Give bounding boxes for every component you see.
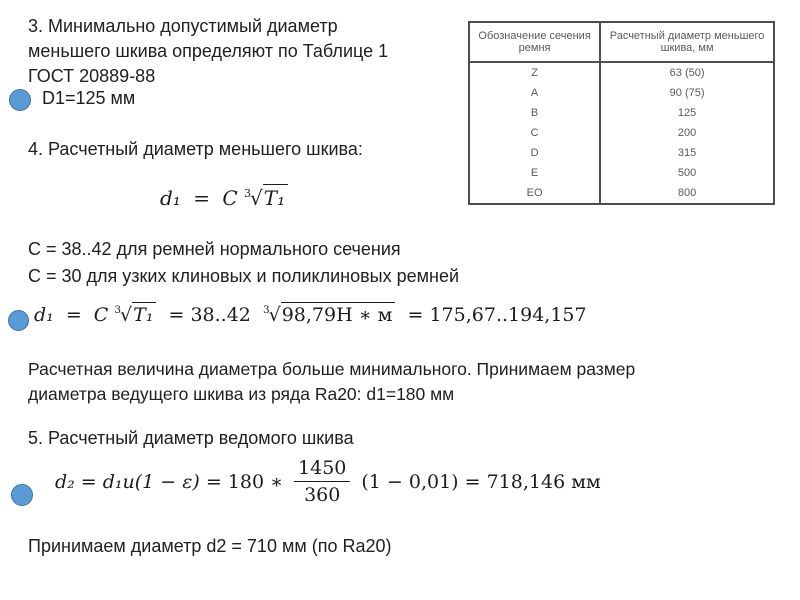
table-cell: D: [470, 143, 601, 163]
table-row: [470, 123, 773, 143]
coefficient-c: C: [93, 304, 109, 326]
bullet-circle-icon: [8, 310, 29, 331]
section5-conclusion-text: Принимаем диаметр d2 = 710 мм (по Ra20): [28, 536, 392, 556]
section5-heading: 5. Расчетный диаметр ведомого шкива: [28, 428, 354, 448]
section3-line-2: меньшего шкива определяют по Таблице 1: [28, 41, 389, 61]
formula-lhs: d₁: [160, 186, 181, 210]
table-cell: 90 (75): [669, 87, 705, 99]
formula-d1-definition: [160, 186, 288, 210]
c-value-line-2: С = 30 для узких клиновых и поликлиновых ремней: [28, 266, 460, 286]
result-value: (1 − 0,01) = 718,146 мм: [361, 470, 601, 493]
section3-text: [28, 14, 478, 89]
conclusion-line-2: диаметра ведущего шкива из ряда Ra20: d1=180 мм: [28, 384, 455, 404]
cube-root: [114, 304, 156, 326]
cube-root: [244, 186, 288, 210]
table-cell: 63 (50): [669, 67, 705, 79]
substituted-values: = 38..42: [168, 304, 251, 326]
table-cell: 800: [677, 187, 697, 199]
substituted-values: = 180 ∗: [205, 470, 284, 493]
section3-line-3: ГОСТ 20889-88: [28, 66, 156, 86]
root-index: 3: [262, 304, 270, 317]
cube-root: [263, 304, 396, 326]
table-row: [470, 143, 773, 163]
table-cell: 125: [677, 107, 697, 119]
product-term: d₁u(1 − ε): [102, 470, 200, 493]
radical-sign-icon: √: [268, 304, 281, 326]
equals-sign: =: [80, 470, 97, 493]
section4-conclusion-text: [28, 357, 748, 407]
c-value-line-1: С = 38..42 для ремней нормального сечения: [28, 239, 401, 259]
table-cell: C: [470, 123, 601, 143]
equals-sign: =: [193, 186, 210, 210]
section4-heading: 4. Расчетный диаметр меньшего шкива:: [28, 139, 363, 159]
formula-lhs: d₁: [34, 304, 54, 326]
gost-diameter-table: [468, 21, 775, 205]
table-cell: 500: [677, 167, 697, 179]
bullet-circle-icon: [9, 89, 31, 111]
root-index: 3: [243, 186, 251, 200]
bullet-circle-icon: [11, 484, 33, 506]
table-cell: 315: [677, 147, 697, 159]
table-header-row: [470, 23, 773, 63]
fraction-denominator: 360: [304, 484, 341, 506]
fraction: [294, 457, 350, 506]
root-index: 3: [114, 304, 122, 317]
radicand: T₁: [263, 184, 288, 210]
table-cell: Z: [470, 63, 601, 83]
coefficient-c: C: [222, 186, 238, 210]
equals-sign: =: [65, 304, 82, 326]
radicand: 98,79Н ∗ м: [281, 302, 396, 326]
table-header-diameter: Расчетный диаметр меньшего шкива, мм: [609, 30, 765, 54]
formula-d2-calculation: [55, 457, 607, 506]
section3-line-1: 3. Минимально допустимый диаметр: [28, 16, 338, 36]
table-row: [470, 163, 773, 183]
conclusion-line-1: Расчетная величина диаметра больше минимального. Принимаем размер: [28, 359, 636, 379]
fraction-numerator: 1450: [294, 457, 350, 482]
coefficient-values-text: [28, 236, 588, 290]
table-cell: 200: [677, 127, 697, 139]
table-row: [470, 83, 773, 103]
formula-d1-calculation: [34, 304, 593, 326]
radical-sign-icon: √: [249, 186, 263, 210]
table-row: [470, 183, 773, 203]
radical-sign-icon: √: [120, 304, 133, 326]
table-row: [470, 63, 773, 83]
table-cell: A: [470, 83, 601, 103]
table-cell: E: [470, 163, 601, 183]
formula-lhs: d₂: [55, 470, 75, 493]
table-cell: EO: [470, 183, 601, 203]
table-cell: B: [470, 103, 601, 123]
result-range: = 175,67..194,157: [407, 304, 587, 326]
table-header-section: Обозначение сечения ремня: [470, 23, 601, 61]
d1-value-text: D1=125 мм: [42, 88, 136, 108]
radicand: T₁: [132, 302, 156, 326]
table-row: [470, 103, 773, 123]
